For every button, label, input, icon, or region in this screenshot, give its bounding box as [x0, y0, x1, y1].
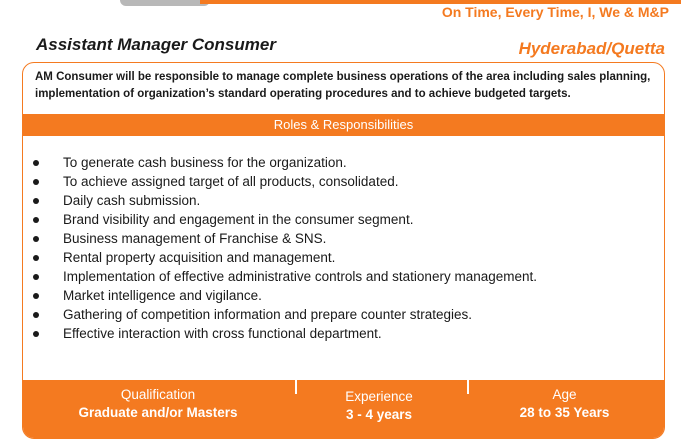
list-item: Gathering of competition information and prepare counter strategies.: [23, 305, 537, 324]
qualification-label: Qualification: [120, 387, 196, 402]
list-item: To generate cash business for the organization.: [23, 153, 537, 172]
list-item: Brand visibility and engagement in the consumer segment.: [23, 210, 537, 229]
list-item: Business management of Franchise & SNS.: [23, 229, 537, 248]
job-card: [22, 62, 665, 439]
bullet-icon: [33, 255, 39, 261]
responsibilities-list: [23, 153, 537, 343]
section-heading-roles: Roles & Responsibilities: [23, 114, 664, 136]
list-item: Market intelligence and vigilance.: [23, 286, 537, 305]
job-title: Assistant Manager Consumer: [36, 35, 276, 54]
bullet-icon: [33, 293, 39, 299]
list-item: Implementation of effective administrative controls and stationery management.: [23, 267, 537, 286]
bullet-icon: [33, 312, 39, 318]
list-item: To achieve assigned target of all products, consolidated.: [23, 172, 537, 191]
experience-label: Experience: [345, 389, 413, 404]
qualification-block: [23, 380, 293, 438]
age-label: Age: [552, 387, 577, 402]
job-location: Hyderabad/Quetta: [518, 39, 665, 58]
logo-fragment: [120, 0, 210, 6]
bullet-icon: [33, 274, 39, 280]
bullet-icon: [33, 217, 39, 223]
bullet-icon: [33, 331, 39, 337]
list-item: Effective interaction with cross functional department.: [23, 324, 537, 343]
company-tagline: On Time, Every Time, I, We & M&P: [441, 4, 669, 20]
job-summary: AM Consumer will be responsible to manage complete business operations of the area including sales planning, implementation of organization’s standard operating procedures and to achieve budgeted targets.: [35, 71, 651, 100]
bullet-icon: [33, 179, 39, 185]
top-band: [0, 0, 681, 26]
bullet-icon: [33, 198, 39, 204]
qualification-value: Graduate and/or Masters: [78, 405, 238, 420]
age-block: [465, 380, 664, 438]
bullet-icon: [33, 236, 39, 242]
bullet-icon: [33, 160, 39, 166]
list-item: Daily cash submission.: [23, 191, 537, 210]
requirements-footer: [23, 380, 664, 438]
list-item: Rental property acquisition and management.: [23, 248, 537, 267]
age-value: 28 to 35 Years: [519, 405, 610, 420]
experience-block: [293, 380, 465, 438]
experience-value: 3 - 4 years: [345, 407, 413, 422]
